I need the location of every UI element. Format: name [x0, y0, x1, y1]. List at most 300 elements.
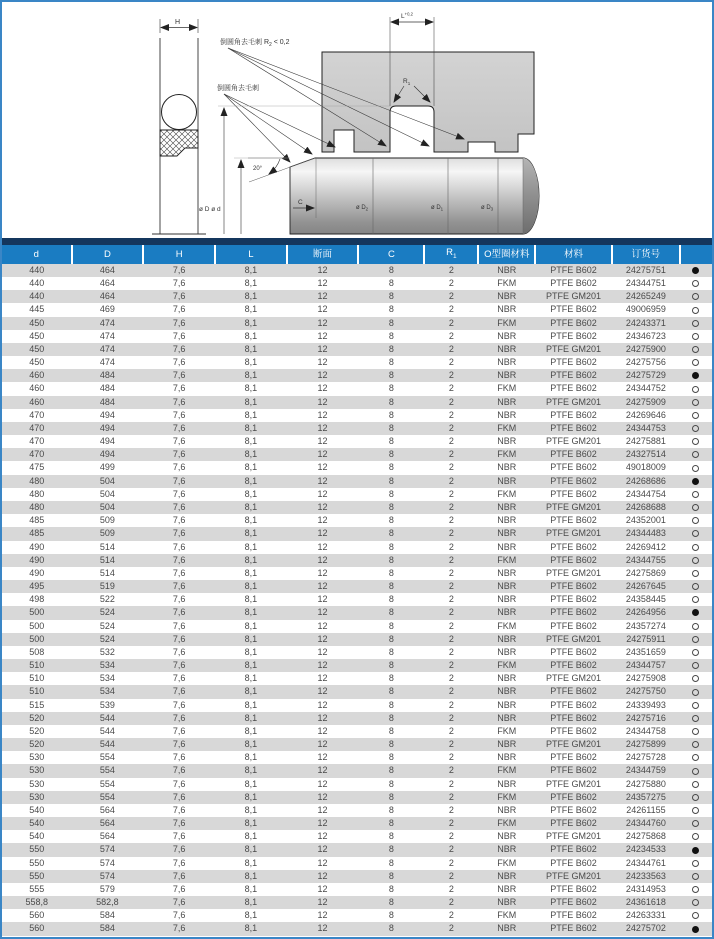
cell: PTFE B602 — [550, 923, 597, 934]
stock-cell — [680, 382, 712, 395]
cell: 510 — [29, 686, 45, 697]
cell: 7,6 — [172, 857, 186, 868]
stock-dot-filled — [692, 609, 699, 616]
stock-dot-empty — [692, 320, 699, 327]
table-row — [2, 409, 712, 422]
cell: 504 — [99, 475, 115, 486]
table-row — [2, 593, 712, 606]
cell: 12 — [317, 844, 328, 855]
stock-dot-empty — [692, 333, 699, 340]
cell: 12 — [317, 462, 328, 473]
cell: 12 — [317, 660, 328, 671]
cell: 7,6 — [172, 357, 186, 368]
cell: 7,6 — [172, 422, 186, 433]
cell: FKM — [497, 488, 517, 499]
deburr-note — [217, 83, 335, 162]
cell: 7,6 — [172, 462, 186, 473]
stock-dot-empty — [692, 754, 699, 761]
cell: 2 — [448, 317, 454, 328]
cell: 2 — [448, 436, 454, 447]
cell: 8 — [388, 739, 394, 750]
cell: 2 — [448, 581, 454, 592]
cell: 24358445 — [625, 594, 666, 605]
cell: NBR — [497, 633, 517, 644]
cell: 8,1 — [244, 422, 258, 433]
cell: 8,1 — [244, 488, 258, 499]
cell: 514 — [99, 554, 115, 565]
cell: 24264956 — [625, 607, 666, 618]
cell: PTFE B602 — [550, 660, 597, 671]
cell: 8 — [388, 501, 394, 512]
cell: 8 — [388, 330, 394, 341]
stock-cell — [680, 909, 712, 922]
cell: 24339493 — [625, 699, 666, 710]
stock-cell — [680, 277, 712, 290]
cell: 2 — [448, 923, 454, 934]
cell: 24234533 — [625, 844, 666, 855]
stock-dot-empty — [692, 307, 699, 314]
table-row — [2, 264, 712, 277]
d2-label: ø $D_2$ — [356, 205, 369, 212]
cell: 2 — [448, 739, 454, 750]
cell: 564 — [99, 818, 115, 829]
cell: PTFE B602 — [550, 620, 597, 631]
cell: 540 — [29, 804, 45, 815]
cell: 12 — [317, 765, 328, 776]
cell: 8 — [388, 699, 394, 710]
cell: PTFE B602 — [550, 883, 597, 894]
table-row — [2, 330, 712, 343]
cell: 12 — [317, 304, 328, 315]
table-row — [2, 778, 712, 791]
cell: 480 — [29, 501, 45, 512]
cell: 469 — [99, 304, 115, 315]
table-row — [2, 435, 712, 448]
cell: 2 — [448, 475, 454, 486]
stock-dot-empty — [692, 386, 699, 393]
stock-cell — [680, 712, 712, 725]
stock-cell — [680, 290, 712, 303]
cell: 574 — [99, 844, 115, 855]
cell: 8 — [388, 712, 394, 723]
cell: 2 — [448, 633, 454, 644]
cell: 8 — [388, 541, 394, 552]
cell: PTFE GM201 — [545, 673, 601, 684]
cell: 7,6 — [172, 897, 186, 908]
cell: NBR — [497, 739, 517, 750]
deburr-note-r2-text: 倒圆角去毛刺 $R_2 < 0,2$ — [220, 39, 290, 48]
cell: 540 — [29, 831, 45, 842]
table-row — [2, 527, 712, 540]
cell: 2 — [448, 897, 454, 908]
cell: 2 — [448, 567, 454, 578]
stock-cell — [680, 303, 712, 316]
cell: 2 — [448, 660, 454, 671]
table-row — [2, 699, 712, 712]
stock-cell — [680, 527, 712, 540]
cell: 520 — [29, 739, 45, 750]
cell: PTFE B602 — [550, 725, 597, 736]
cell: 7,6 — [172, 699, 186, 710]
cell: 8 — [388, 370, 394, 381]
cell: 584 — [99, 910, 115, 921]
cell: FKM — [497, 818, 517, 829]
stock-cell — [680, 356, 712, 369]
cell: 2 — [448, 804, 454, 815]
cell: 530 — [29, 791, 45, 802]
table-row — [2, 303, 712, 316]
cell: 24344754 — [625, 488, 666, 499]
stock-cell — [680, 646, 712, 659]
cell: 7,6 — [172, 594, 186, 605]
cell: 500 — [29, 607, 45, 618]
column-header — [2, 245, 72, 264]
cell: 7,6 — [172, 831, 186, 842]
cell: NBR — [497, 541, 517, 552]
cell: 24344483 — [625, 528, 666, 539]
cell: FKM — [497, 725, 517, 736]
column-header — [358, 245, 424, 264]
stock-cell — [680, 896, 712, 909]
cell: 24275911 — [626, 633, 666, 644]
cell: 7,6 — [172, 330, 186, 341]
cell: FKM — [497, 278, 517, 289]
cell: 8,1 — [244, 462, 258, 473]
cell: 450 — [29, 357, 45, 368]
cell: 7,6 — [172, 712, 186, 723]
cell: 440 — [29, 291, 45, 302]
cell: 8,1 — [244, 791, 258, 802]
stock-cell — [680, 764, 712, 777]
cell: 7,6 — [172, 567, 186, 578]
cell: 24268686 — [625, 475, 666, 486]
cell: PTFE B602 — [550, 897, 597, 908]
cell: 8 — [388, 844, 394, 855]
d3-label: ø $D_3$ — [481, 205, 494, 212]
cell: NBR — [497, 897, 517, 908]
cell: PTFE GM201 — [545, 831, 601, 842]
cell: 8 — [388, 646, 394, 657]
cell: 2 — [448, 343, 454, 354]
column-header-label: O型圈材料 — [484, 248, 530, 260]
cell: 8,1 — [244, 317, 258, 328]
cell: 8 — [388, 581, 394, 592]
cell: 7,6 — [172, 818, 186, 829]
cell: 8,1 — [244, 686, 258, 697]
cell: 8,1 — [244, 330, 258, 341]
cell: PTFE B602 — [550, 317, 597, 328]
cell: PTFE GM201 — [545, 501, 601, 512]
stock-dot-empty — [692, 899, 699, 906]
stock-cell — [680, 922, 712, 935]
cell: 540 — [29, 818, 45, 829]
cell: 2 — [448, 857, 454, 868]
cell: 490 — [29, 567, 45, 578]
cell: 2 — [448, 910, 454, 921]
cell: 7,6 — [172, 488, 186, 499]
stock-cell — [680, 317, 712, 330]
cell: 7,6 — [172, 686, 186, 697]
cell: 2 — [448, 528, 454, 539]
cell: 8 — [388, 567, 394, 578]
cell: 8,1 — [244, 739, 258, 750]
cell: 7,6 — [172, 581, 186, 592]
cell: 8 — [388, 304, 394, 315]
cell: 12 — [317, 897, 328, 908]
cell: 440 — [29, 278, 45, 289]
cell: 554 — [99, 765, 115, 776]
cell: 2 — [448, 818, 454, 829]
cell: NBR — [497, 581, 517, 592]
cell: 510 — [29, 673, 45, 684]
cell: 24352001 — [625, 515, 666, 526]
cell: 24275728 — [625, 752, 666, 763]
cell: 8 — [388, 396, 394, 407]
cell: 464 — [99, 264, 115, 275]
cell: 8 — [388, 923, 394, 934]
cell: 7,6 — [172, 554, 186, 565]
cell: 8 — [388, 857, 394, 868]
dimension-H — [160, 19, 198, 33]
cell: 539 — [99, 699, 115, 710]
cell: 24275751 — [625, 264, 666, 275]
stock-cell — [680, 659, 712, 672]
cell: PTFE B602 — [550, 515, 597, 526]
table-row — [2, 633, 712, 646]
cell: 12 — [317, 357, 328, 368]
stock-cell — [680, 725, 712, 738]
cell: 7,6 — [172, 436, 186, 447]
cell: FKM — [497, 765, 517, 776]
cell: PTFE B602 — [550, 581, 597, 592]
cell: 2 — [448, 870, 454, 881]
stock-dot-empty — [692, 860, 699, 867]
cell: 12 — [317, 857, 328, 868]
cell: 470 — [29, 422, 45, 433]
cell: 2 — [448, 422, 454, 433]
column-header-label: R — [446, 247, 453, 258]
cell: 8 — [388, 488, 394, 499]
cell: NBR — [497, 515, 517, 526]
cell: 8 — [388, 607, 394, 618]
cell: 24243371 — [625, 317, 666, 328]
cell: PTFE GM201 — [545, 633, 601, 644]
cell: 8,1 — [244, 278, 258, 289]
column-header — [287, 245, 359, 264]
table-row — [2, 817, 712, 830]
stock-dot-empty — [692, 623, 699, 630]
cell: 24351659 — [625, 646, 666, 657]
cell: 7,6 — [172, 633, 186, 644]
cell: 544 — [99, 725, 115, 736]
stock-dot-empty — [692, 280, 699, 287]
cell: 12 — [317, 594, 328, 605]
cell: 24344751 — [625, 278, 666, 289]
cell: 12 — [317, 264, 328, 275]
cell: 8 — [388, 673, 394, 684]
stock-dot-empty — [692, 399, 699, 406]
cell: 12 — [317, 673, 328, 684]
cell: 12 — [317, 923, 328, 934]
cell: 7,6 — [172, 278, 186, 289]
cell: 8,1 — [244, 883, 258, 894]
cell: 8 — [388, 264, 394, 275]
cell: 12 — [317, 343, 328, 354]
cell: 509 — [99, 528, 115, 539]
stock-dot-empty — [692, 596, 699, 603]
table-row — [2, 830, 712, 843]
cell: 2 — [448, 725, 454, 736]
cell: 24344759 — [625, 765, 666, 776]
column-header-stock — [680, 245, 712, 264]
stock-cell — [680, 422, 712, 435]
stock-dot-empty — [692, 886, 699, 893]
table-row — [2, 922, 712, 935]
cell: PTFE B602 — [550, 278, 597, 289]
cell: 7,6 — [172, 765, 186, 776]
cell: 7,6 — [172, 343, 186, 354]
cell: PTFE B602 — [550, 541, 597, 552]
cell: 544 — [99, 739, 115, 750]
cell: 464 — [99, 278, 115, 289]
cell: 7,6 — [172, 317, 186, 328]
cell: 7,6 — [172, 409, 186, 420]
cell: 495 — [29, 581, 45, 592]
stock-dot-empty — [692, 820, 699, 827]
stock-dot-empty — [692, 794, 699, 801]
stock-dot-empty — [692, 517, 699, 524]
cell: PTFE B602 — [550, 357, 597, 368]
cell: 24344761 — [625, 857, 666, 868]
cell: 2 — [448, 712, 454, 723]
cell: 8,1 — [244, 501, 258, 512]
table-row — [2, 791, 712, 804]
cell: 524 — [99, 620, 115, 631]
cell: 508 — [29, 646, 45, 657]
cell: NBR — [497, 883, 517, 894]
cell: PTFE GM201 — [545, 778, 601, 789]
table-row — [2, 514, 712, 527]
cell: PTFE GM201 — [545, 739, 601, 750]
cell: PTFE B602 — [550, 844, 597, 855]
cell: 49018009 — [625, 462, 666, 473]
table-row — [2, 541, 712, 554]
cell: PTFE B602 — [550, 462, 597, 473]
cell: 8,1 — [244, 752, 258, 763]
cell: 24261155 — [626, 804, 666, 815]
stock-cell — [680, 435, 712, 448]
cell: NBR — [497, 804, 517, 815]
cell: NBR — [497, 436, 517, 447]
cell: 7,6 — [172, 501, 186, 512]
stock-dot-empty — [692, 741, 699, 748]
cell: 8 — [388, 831, 394, 842]
cell: 12 — [317, 712, 328, 723]
stock-cell — [680, 804, 712, 817]
cell: 484 — [99, 396, 115, 407]
cell: 12 — [317, 581, 328, 592]
cell: 515 — [29, 699, 45, 710]
cell: 8,1 — [244, 528, 258, 539]
cell: 24344752 — [625, 383, 666, 394]
column-header — [478, 245, 535, 264]
cell: 8 — [388, 317, 394, 328]
table-row — [2, 343, 712, 356]
cell: 470 — [29, 409, 45, 420]
cell: 24275900 — [625, 343, 666, 354]
cell: 8 — [388, 475, 394, 486]
c-dim-label: C — [298, 199, 303, 206]
cell: 12 — [317, 409, 328, 420]
stock-cell — [680, 448, 712, 461]
cell: PTFE B602 — [550, 646, 597, 657]
stock-cell — [680, 580, 712, 593]
h-dim-label: H — [175, 19, 181, 26]
stock-cell — [680, 475, 712, 488]
cell: 530 — [29, 778, 45, 789]
cell: 494 — [99, 422, 115, 433]
cell: NBR — [497, 686, 517, 697]
stock-cell — [680, 409, 712, 422]
cell: PTFE B602 — [550, 449, 597, 460]
cell: 2 — [448, 541, 454, 552]
spec-table — [2, 245, 712, 936]
stock-dot-empty — [692, 451, 699, 458]
stock-dot-empty — [692, 412, 699, 419]
cell: 484 — [99, 370, 115, 381]
cell: 504 — [99, 501, 115, 512]
cell: 8 — [388, 554, 394, 565]
cell: 12 — [317, 633, 328, 644]
cell: 49006959 — [625, 304, 666, 315]
cell: 519 — [99, 581, 115, 592]
cell: 7,6 — [172, 804, 186, 815]
cell: 490 — [29, 541, 45, 552]
cell: 8,1 — [244, 343, 258, 354]
cell: 12 — [317, 501, 328, 512]
cell: NBR — [497, 607, 517, 618]
cell: 485 — [29, 515, 45, 526]
cell: 2 — [448, 765, 454, 776]
cell: 480 — [29, 475, 45, 486]
stock-cell — [680, 593, 712, 606]
cell: 509 — [99, 515, 115, 526]
stock-dot-empty — [692, 425, 699, 432]
cell: 582,8 — [96, 897, 119, 908]
cell: 8 — [388, 804, 394, 815]
cell: 498 — [29, 594, 45, 605]
table-row — [2, 317, 712, 330]
cell: 8 — [388, 462, 394, 473]
stock-dot-empty — [692, 662, 699, 669]
cell: 24275881 — [625, 436, 666, 447]
cell: 7,6 — [172, 725, 186, 736]
column-header-label: D — [103, 248, 111, 260]
cell: 534 — [99, 673, 115, 684]
stock-cell — [680, 843, 712, 856]
cell: 544 — [99, 712, 115, 723]
cell: 8 — [388, 409, 394, 420]
cell: 564 — [99, 804, 115, 815]
cell: NBR — [497, 594, 517, 605]
cell: 510 — [29, 660, 45, 671]
cell: 8,1 — [244, 870, 258, 881]
cell: FKM — [497, 660, 517, 671]
cell: PTFE B602 — [550, 765, 597, 776]
cell: PTFE GM201 — [545, 343, 601, 354]
stock-cell — [680, 264, 712, 277]
column-header-subscript: 1 — [453, 252, 457, 260]
